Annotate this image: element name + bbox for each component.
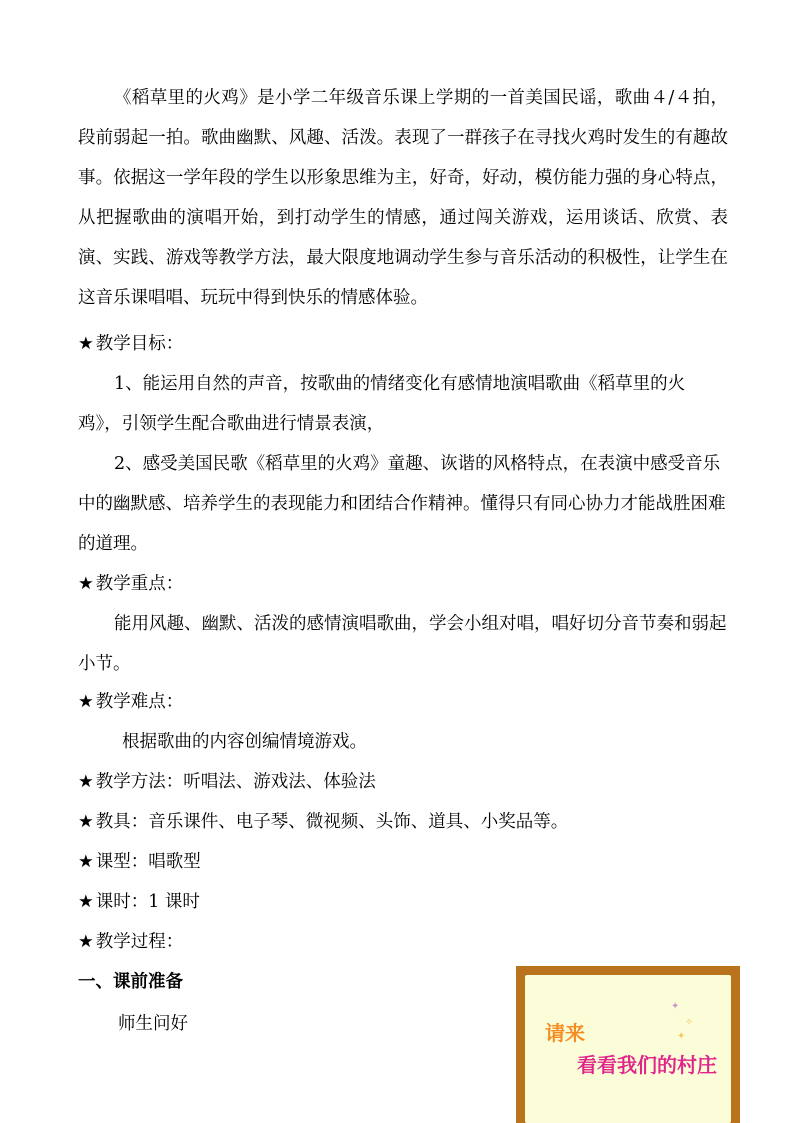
- star-icon: ★: [78, 574, 94, 594]
- tools-line: ★ 教具：音乐课件、电子琴、微视频、头饰、道具、小奖品等。: [78, 812, 569, 832]
- star-icon: ★: [78, 812, 94, 832]
- slide-canvas: [525, 975, 731, 1123]
- process-heading: ★ 教学过程：: [78, 932, 184, 952]
- section-1-heading: 一、课前准备: [78, 972, 183, 992]
- star-icon: ★: [78, 852, 94, 872]
- sparkle-icon: ✦: [677, 1031, 686, 1042]
- star-icon: ★: [78, 334, 94, 354]
- slide-title-line-1: 请来: [545, 1021, 585, 1045]
- star-icon: ★: [78, 892, 94, 912]
- slide-thumbnail: [516, 966, 740, 1123]
- intro-paragraph: 《稻草里的火鸡》是小学二年级音乐课上学期的一首美国民谣，歌曲４/４拍，段前弱起一拍。歌曲幽默、风趣、活泼。表现了一群孩子在寻找火鸡时发生的有趣故事。依据这一学年段的学生以形象思维为主，好奇，好动，模仿能力强的身心特点，从把握歌曲的演唱开始，到打动学生的情感，通过闯关游戏，运用谈话、欣赏、表演、实践、游戏等教学方法，最大限度地调动学生参与音乐活动的积极性，让学生在这音乐课唱唱、玩玩中得到快乐的情感体验。: [78, 88, 728, 308]
- method-line: ★ 教学方法：听唱法、游戏法、体验法: [78, 772, 376, 792]
- sparkle-icon: ✦: [671, 1001, 680, 1012]
- duration-line: ★ 课时：1 课时: [78, 892, 200, 912]
- section-1-body: 师生问好: [118, 1014, 188, 1034]
- goals-heading: ★ 教学目标：: [78, 334, 184, 354]
- goal-item-2: 2、感受美国民歌《稻草里的火鸡》童趣、诙谐的风格特点，在表演中感受音乐中的幽默感、培养学生的表现能力和团结合作精神。懂得只有同心协力才能战胜困难的道理。: [78, 454, 726, 554]
- difficulty-heading: ★ 教学难点：: [78, 692, 184, 712]
- goal-item-1: 1、能运用自然的声音，按歌曲的情绪变化有感情地演唱歌曲《稻草里的火鸡》，引领学生配合歌曲进行情景表演，: [78, 374, 686, 434]
- lesson-type-line: ★ 课型：唱歌型: [78, 852, 201, 872]
- star-icon: ★: [78, 932, 94, 952]
- slide-title-line-2: 看看我们的村庄: [577, 1053, 717, 1077]
- sparkle-icon: ✧: [685, 1017, 694, 1028]
- difficulty-body: 根据歌曲的内容创编情境游戏。: [122, 732, 367, 752]
- key-points-heading: ★ 教学重点：: [78, 574, 184, 594]
- key-points-body: 能用风趣、幽默、活泼的感情演唱歌曲，学会小组对唱，唱好切分音节奏和弱起小节。: [78, 614, 727, 674]
- star-icon: ★: [78, 692, 94, 712]
- star-icon: ★: [78, 772, 94, 792]
